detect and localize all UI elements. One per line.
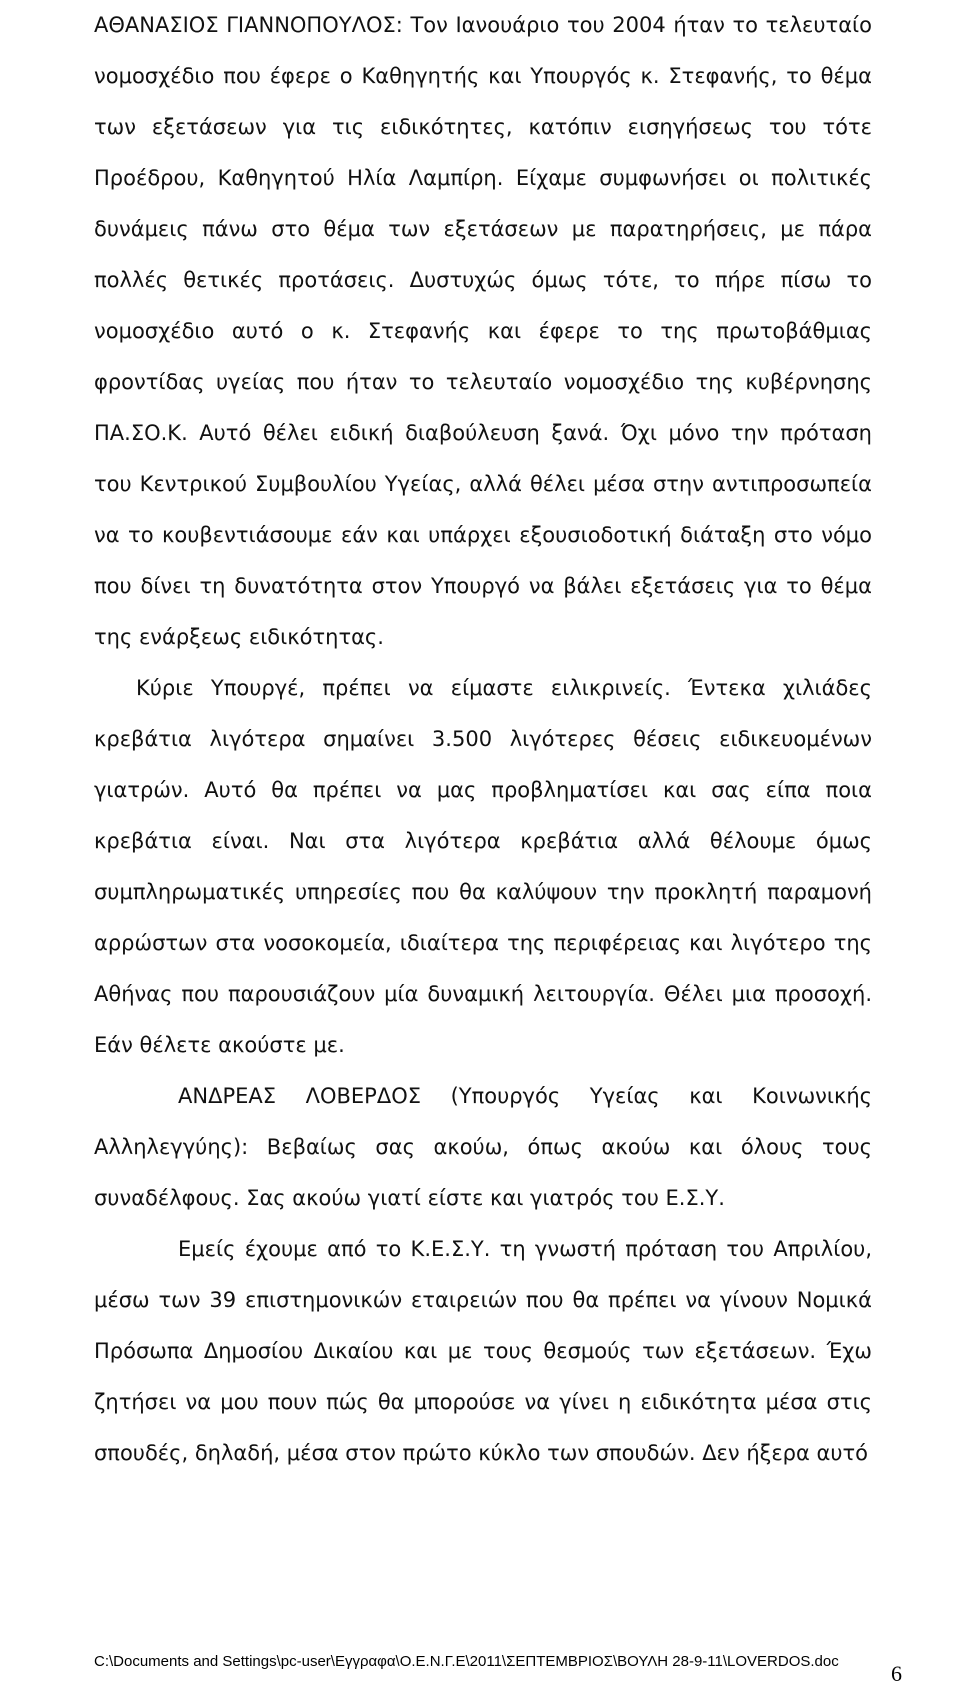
footer-file-path: C:\Documents and Settings\pc-user\Εγγραφα\Ο.Ε.Ν.Γ.Ε\2011\ΣΕΠΤΕΜΒΡΙΟΣ\ΒΟΥΛΗ 28-9-11\LOVERDOS.doc — [94, 1653, 839, 1670]
paragraph-4: Εμείς έχουμε από το Κ.Ε.Σ.Υ. τη γνωστή πρόταση του Απριλίου, μέσω των 39 επιστημονικών εταιρειών που θα πρέπει να γίνουν Νομικά Πρόσωπα Δημοσίου Δικαίου και με τους θεσμούς των εξετάσεων. Έχω ζητήσει να μου πουν πώς θα μπορούσε να γίνει η ειδικότητα μέσα στις σπουδές, δηλαδή, μέσα στον πρώτο κύκλο των σπουδών. Δεν ήξερα αυτό — [94, 1237, 872, 1465]
page-number: 6 — [891, 1661, 902, 1686]
paragraph-3: ΑΝΔΡΕΑΣ ΛΟΒΕΡΔΟΣ (Υπουργός Υγείας και Κοινωνικής Αλληλεγγύης): Βεβαίως σας ακούω, όπως ακούω και όλους τους συναδέλφους. Σας ακούω γιατί είστε και γιατρός του Ε.Σ.Υ. — [94, 1084, 872, 1210]
paragraph-1: ΑΘΑΝΑΣΙΟΣ ΓΙΑΝΝΟΠΟΥΛΟΣ: Τον Ιανουάριο του 2004 ήταν το τελευταίο νομοσχέδιο που έφερε ο Καθηγητής και Υπουργός κ. Στεφανής, το θέμα των εξετάσεων για τις ειδικότητες, κατόπιν εισηγήσεως του τότε Προέδρου, Καθηγητού Ηλία Λαμπίρη. Είχαμε συμφωνήσει οι πολιτικές δυνάμεις πάνω στο θέμα των εξετάσεων με παρατηρήσεις, με πάρα πολλές θετικές προτάσεις. Δυστυχώς όμως τότε, το πήρε πίσω το νομοσχέδιο αυτό ο κ. Στεφανής και έφερε το της πρωτοβάθμιας φροντίδας υγείας που ήταν το τελευταίο νομοσχέδιο της κυβέρνησης ΠΑ.ΣΟ.Κ. Αυτό θέλει ειδική διαβούλευση ξανά. Όχι μόνο την πρόταση του Κεντρικού Συμβουλίου Υγείας, αλλά θέλει μέσα στην αντιπροσωπεία να το κουβεντιάσουμε εάν και υπάρχει εξουσιοδοτική διάταξη στο νόμο που δίνει τη δυνατότητα στον Υπουργό να βάλει εξετάσεις για το θέμα της ενάρξεως ειδικότητας. — [94, 13, 872, 649]
paragraph-2: Κύριε Υπουργέ, πρέπει να είμαστε ειλικρινείς. Έντεκα χιλιάδες κρεβάτια λιγότερα σημαίνει 3.500 λιγότερες θέσεις ειδικευομένων γιατρών. Αυτό θα πρέπει να μας προβληματίσει και σας είπα ποια κρεβάτια είναι. Ναι στα λιγότερα κρεβάτια αλλά θέλουμε όμως συμπληρωματικές υπηρεσίες που θα καλύψουν την προκλητή παραμονή αρρώστων στα νοσοκομεία, ιδιαίτερα της περιφέρειας και λιγότερο της Αθήνας που παρουσιάζουν μία δυναμική λειτουργία. Θέλει μια προσοχή. Εάν θέλετε ακούστε με. — [94, 676, 872, 1057]
document-body — [94, 0, 872, 1479]
